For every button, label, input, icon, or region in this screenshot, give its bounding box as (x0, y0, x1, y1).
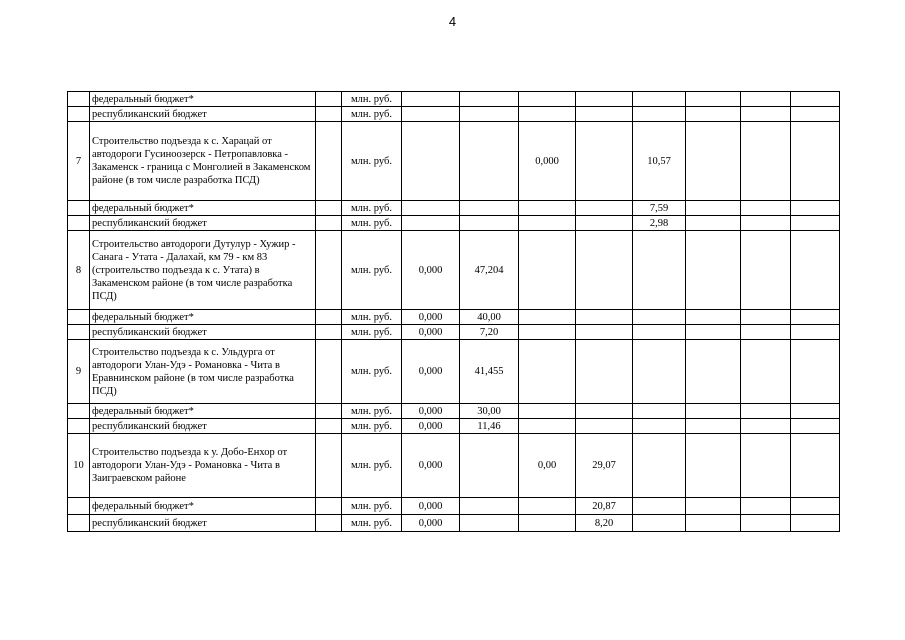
blank-cell (316, 498, 342, 515)
row-number: 9 (68, 340, 90, 404)
value-cell (791, 498, 840, 515)
table-row (68, 434, 840, 498)
blank-cell (316, 325, 342, 340)
table-row (68, 216, 840, 231)
table-row (68, 231, 840, 310)
row-number (68, 515, 90, 532)
blank-cell (316, 340, 342, 404)
blank-cell (316, 122, 342, 201)
value-cell: 0,000 (402, 340, 460, 404)
value-cell (633, 404, 686, 419)
value-cell (576, 340, 633, 404)
value-cell (402, 216, 460, 231)
value-cell (460, 216, 519, 231)
row-number (68, 216, 90, 231)
value-cell (791, 404, 840, 419)
value-cell (791, 201, 840, 216)
value-cell (519, 325, 576, 340)
value-cell (576, 325, 633, 340)
value-cell (519, 92, 576, 107)
blank-cell (316, 201, 342, 216)
value-cell (741, 515, 791, 532)
value-cell (576, 216, 633, 231)
value-cell (686, 498, 741, 515)
table-row (68, 340, 840, 404)
value-cell (633, 310, 686, 325)
value-cell (460, 498, 519, 515)
value-cell (741, 310, 791, 325)
value-cell: 0,000 (402, 325, 460, 340)
value-cell (576, 92, 633, 107)
row-name: федеральный бюджет* (90, 201, 316, 216)
value-cell (741, 92, 791, 107)
row-number (68, 107, 90, 122)
table-row (68, 122, 840, 201)
value-cell (460, 107, 519, 122)
row-unit: млн. руб. (342, 340, 402, 404)
value-cell (741, 434, 791, 498)
value-cell (576, 419, 633, 434)
value-cell (519, 498, 576, 515)
value-cell (791, 340, 840, 404)
value-cell (519, 201, 576, 216)
row-unit: млн. руб. (342, 498, 402, 515)
row-unit: млн. руб. (342, 515, 402, 532)
value-cell (519, 107, 576, 122)
value-cell (791, 310, 840, 325)
table-row (68, 404, 840, 419)
value-cell: 2,98 (633, 216, 686, 231)
value-cell (460, 201, 519, 216)
value-cell (741, 107, 791, 122)
row-number (68, 201, 90, 216)
value-cell (686, 122, 741, 201)
value-cell (576, 201, 633, 216)
value-cell: 0,00 (519, 434, 576, 498)
value-cell (576, 310, 633, 325)
value-cell (576, 107, 633, 122)
row-unit: млн. руб. (342, 92, 402, 107)
row-unit: млн. руб. (342, 216, 402, 231)
value-cell (519, 419, 576, 434)
row-name: республиканский бюджет (90, 107, 316, 122)
row-name: Строительство подъезда к с. Ульдурга от автодороги Улан-Удэ - Романовка - Чита в Еравнинском районе (в том числе разработка ПСД) (90, 340, 316, 404)
value-cell (791, 92, 840, 107)
value-cell (741, 498, 791, 515)
blank-cell (316, 231, 342, 310)
table-row (68, 419, 840, 434)
value-cell (686, 325, 741, 340)
row-name: республиканский бюджет (90, 419, 316, 434)
value-cell (741, 216, 791, 231)
row-number: 10 (68, 434, 90, 498)
value-cell (686, 92, 741, 107)
value-cell (460, 515, 519, 532)
value-cell (402, 92, 460, 107)
value-cell (741, 201, 791, 216)
table-row (68, 498, 840, 515)
value-cell (576, 231, 633, 310)
value-cell (519, 340, 576, 404)
row-name: федеральный бюджет* (90, 498, 316, 515)
value-cell (633, 340, 686, 404)
value-cell: 10,57 (633, 122, 686, 201)
table-row (68, 310, 840, 325)
row-unit: млн. руб. (342, 107, 402, 122)
row-unit: млн. руб. (342, 419, 402, 434)
row-name: федеральный бюджет* (90, 92, 316, 107)
page-number: 4 (448, 14, 457, 29)
value-cell (686, 231, 741, 310)
value-cell: 8,20 (576, 515, 633, 532)
value-cell (741, 231, 791, 310)
value-cell (791, 231, 840, 310)
value-cell (460, 92, 519, 107)
table-row (68, 107, 840, 122)
row-name: Строительство автодороги Дутулур - Хужир - Санага - Утата - Далахай, км 79 - км 83 (строительство подъезда к с. Утата) в Закаменском районе (в том числе разработка ПСД) (90, 231, 316, 310)
row-number (68, 92, 90, 107)
value-cell (741, 122, 791, 201)
row-unit: млн. руб. (342, 404, 402, 419)
row-name: Строительство подъезда к с. Харацай от автодороги Гусиноозерск - Петропавловка - Закаменск - граница с Монголией в Закаменском районе (в том числе разработка ПСД) (90, 122, 316, 201)
table-row (68, 325, 840, 340)
value-cell (633, 325, 686, 340)
value-cell (633, 419, 686, 434)
row-unit: млн. руб. (342, 310, 402, 325)
value-cell (791, 216, 840, 231)
row-name: республиканский бюджет (90, 515, 316, 532)
value-cell (402, 122, 460, 201)
value-cell: 29,07 (576, 434, 633, 498)
value-cell (633, 107, 686, 122)
row-number (68, 310, 90, 325)
row-number (68, 404, 90, 419)
row-number (68, 325, 90, 340)
value-cell (402, 201, 460, 216)
blank-cell (316, 216, 342, 231)
value-cell: 0,000 (519, 122, 576, 201)
value-cell: 0,000 (402, 231, 460, 310)
value-cell (519, 404, 576, 419)
blank-cell (316, 92, 342, 107)
blank-cell (316, 419, 342, 434)
value-cell (791, 515, 840, 532)
value-cell (791, 325, 840, 340)
value-cell (686, 340, 741, 404)
value-cell (791, 434, 840, 498)
blank-cell (316, 107, 342, 122)
value-cell: 41,455 (460, 340, 519, 404)
blank-cell (316, 310, 342, 325)
value-cell (741, 340, 791, 404)
row-unit: млн. руб. (342, 434, 402, 498)
row-unit: млн. руб. (342, 231, 402, 310)
budget-table (67, 91, 840, 532)
value-cell: 47,204 (460, 231, 519, 310)
value-cell (519, 231, 576, 310)
value-cell: 0,000 (402, 515, 460, 532)
value-cell: 0,000 (402, 498, 460, 515)
value-cell (519, 515, 576, 532)
value-cell (686, 419, 741, 434)
value-cell (686, 310, 741, 325)
row-name: федеральный бюджет* (90, 404, 316, 419)
value-cell (519, 310, 576, 325)
value-cell: 0,000 (402, 310, 460, 325)
row-number (68, 419, 90, 434)
value-cell: 7,59 (633, 201, 686, 216)
row-unit: млн. руб. (342, 122, 402, 201)
value-cell (741, 419, 791, 434)
value-cell (791, 107, 840, 122)
row-unit: млн. руб. (342, 201, 402, 216)
value-cell (576, 122, 633, 201)
value-cell (686, 515, 741, 532)
row-name: Строительство подъезда к у. Добо-Енхор от автодороги Улан-Удэ - Романовка - Чита в Заиграевском районе (90, 434, 316, 498)
blank-cell (316, 434, 342, 498)
value-cell: 40,00 (460, 310, 519, 325)
value-cell: 7,20 (460, 325, 519, 340)
blank-cell (316, 515, 342, 532)
value-cell (791, 122, 840, 201)
value-cell (633, 434, 686, 498)
value-cell: 0,000 (402, 419, 460, 434)
value-cell (791, 419, 840, 434)
value-cell: 0,000 (402, 434, 460, 498)
value-cell (686, 216, 741, 231)
row-number: 7 (68, 122, 90, 201)
value-cell: 0,000 (402, 404, 460, 419)
value-cell (576, 404, 633, 419)
value-cell (633, 231, 686, 310)
value-cell (633, 515, 686, 532)
row-number (68, 498, 90, 515)
value-cell (686, 201, 741, 216)
value-cell (686, 404, 741, 419)
value-cell: 30,00 (460, 404, 519, 419)
value-cell (460, 434, 519, 498)
value-cell (686, 434, 741, 498)
blank-cell (316, 404, 342, 419)
row-name: республиканский бюджет (90, 325, 316, 340)
row-name: республиканский бюджет (90, 216, 316, 231)
row-number: 8 (68, 231, 90, 310)
value-cell (741, 404, 791, 419)
row-unit: млн. руб. (342, 325, 402, 340)
value-cell: 20,87 (576, 498, 633, 515)
row-name: федеральный бюджет* (90, 310, 316, 325)
value-cell (519, 216, 576, 231)
table-row (68, 201, 840, 216)
value-cell (741, 325, 791, 340)
value-cell (686, 107, 741, 122)
value-cell: 11,46 (460, 419, 519, 434)
table-row (68, 515, 840, 532)
value-cell (402, 107, 460, 122)
value-cell (633, 92, 686, 107)
value-cell (460, 122, 519, 201)
value-cell (633, 498, 686, 515)
table-row (68, 92, 840, 107)
